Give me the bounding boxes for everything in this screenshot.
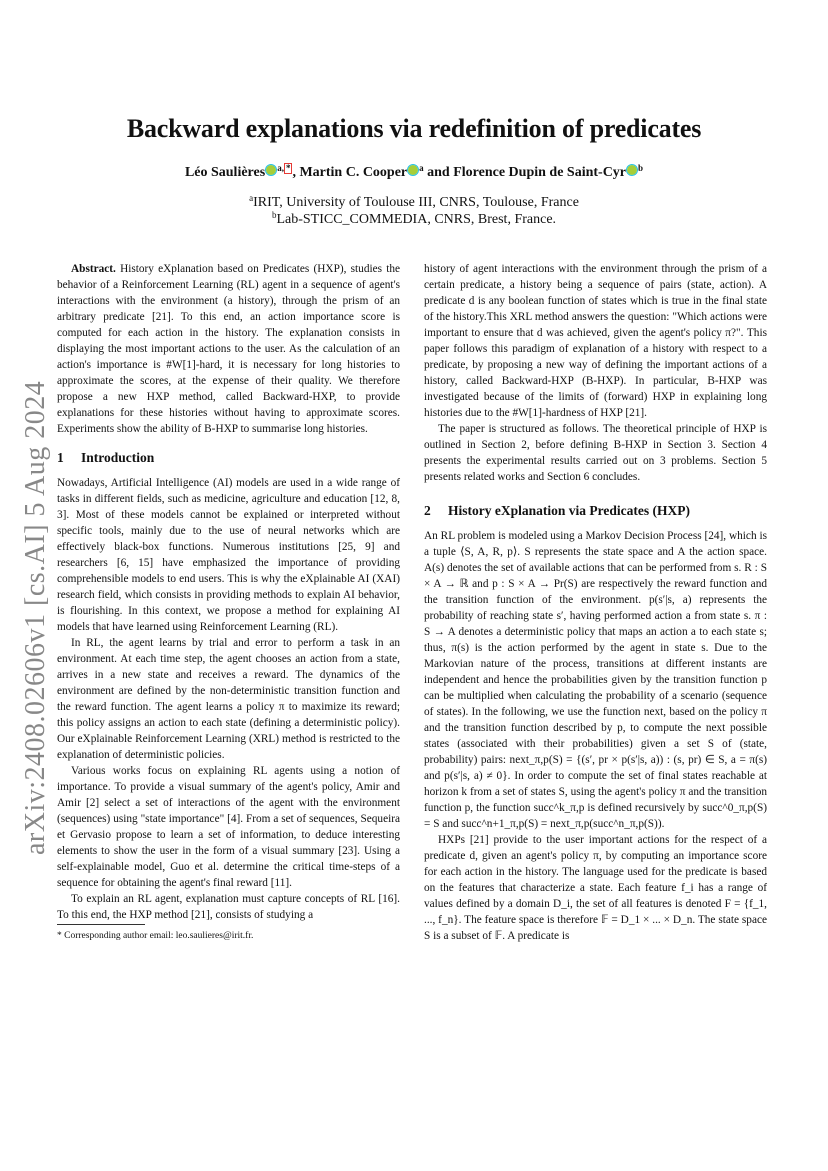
paper-title: Backward explanations via redefinition of predicates [126, 114, 702, 143]
paragraph: To explain an RL agent, explanation must capture concepts of RL [16]. To this end, the HXP method [21], consists of studying a [57, 893, 400, 921]
paragraph: An RL problem is modeled using a Markov Decision Process [24], which is a tuple ⟨S, A, R, p⟩. S represents the state space and A the action space. A(s) denotes the set of available actions that can be performed from s. R : S × A → ℝ and p : S × A → Pr(S) are respectively the reward function and the transition function of the environment. p(s′|s, a) represents the probability of reaching state s′, having performed action a from state s. π : S → A denotes a deterministic policy that maps an action a to each state s; thus, π(s) is the action performed by the agent in state s. Due to the Markovian nature of the process, transitions at different instants are independent and hence the probabilities given by the transition function p can be multiplied when calculating the probability of a scenario (sequence of states). In the following, we use the function next, based on the policy π and the transition function described by p, to compute the next possible states (associated with their probabilities) given a set S of (state, probability) pairs: next_π,p(S) = {(s′, pr × p(s′|s, a)) : (s, pr) ∈ S, a = π(s) and p(s′|s, a) ≠ 0}. In order to compute the set of final states reachable at horizon k from a set of states S, using the agent's policy π and the transition function p, the function succ^k_π,p is defined recursively by succ^0_π,p(S) = S and succ^n+1_π,p(S) = next_π,p(succ^n_π,p(S)). [424, 530, 767, 830]
affiliation-marker: b [271, 210, 277, 220]
orcid-icon[interactable] [266, 165, 276, 175]
paragraph: HXPs [21] provide to the user important actions for the respect of a predicate d, given an agent's policy π, by computing an importance score for each action in the history. The language used for the predicate is based on the features that characterize a state. Each feature f_i has a range of values defined by a domain D_i, the set of all features is denoted F = {f_1, ..., f_n}. The feature space is therefore 𝔽 = D_1 × ... × D_n. The state space S is a subset of 𝔽. A predicate is [424, 834, 767, 942]
section-number: 2 [424, 503, 431, 518]
section-title: Introduction [81, 450, 155, 465]
section-number: 1 [57, 450, 64, 465]
abstract-text: History eXplanation based on Predicates (HXP), studies the behavior of a Reinforcement Learning (RL) agent in a sequence of agent's interactions with the environment (a history), through the prism of an arbitrary predicate [21]. To this end, an action importance score is computed for each action in the history. The explanation consists in displaying the most important actions to the user. As the calculation of an action's importance is #W[1]-hard, it is necessary for long histories to approximate the scores, at the expense of their quality. We therefore propose a new HXP method, called Backward-HXP, to provide explanations for these histories without having to approximate scores. Experiments show the ability of B-HXP to summarise long histories. [57, 263, 400, 435]
author-conjunction: and [427, 165, 450, 180]
footnote-link[interactable]: * [285, 163, 291, 173]
abstract [57, 261, 400, 437]
paragraph: history of agent interactions with the environment through the prism of a certain predicate, a history being a sequence of pairs (state, action). A predicate d is any boolean function of states which is true in the final state of the history.This XRL method answers the question: "Which actions were important to ensure that d was achieved, given the agent's policy π?". This paper follows this paradigm of explanation of a history with respect to a predicate, by proposing a new way of defining the important actions of a history, called Backward-HXP (B-HXP). In particular, B-HXP was investigated because of the limits of (forward) HXP in explaining long histories due to the #W[1]-hardness of HXP [21]. [424, 263, 767, 419]
affiliation-marker: b [638, 163, 644, 173]
author-list: Léo Saulières $^{a,}$ * , Martin C. Cooper $^a$ and Florence Dupin de Saint-Cyr $^b$ [184, 163, 644, 180]
abstract-label: Abstract. [71, 263, 116, 275]
section-heading-introduction [57, 450, 400, 466]
orcid-icon[interactable] [408, 165, 418, 175]
paragraph: In RL, the agent learns by trial and error to perform a task in an environment. At each time step, the agent chooses an action from a state, arrives in a new state and receives a reward. The dynamics of the environment are defined by the non-deterministic transition function and the reward function. The agent learns a policy π to maximize its reward; this policy assigns an action to each state (defining a deterministic policy). Our eXplainable Reinforcement Learning (XRL) method is restricted to the explanation of deterministic policies. [57, 637, 400, 761]
paragraph: Nowadays, Artificial Intelligence (AI) models are used in a wide range of tasks in different fields, such as medicine, agriculture and education [12, 8, 3]. Most of these models cannot be explained or interpreted without specific tools, mainly due to the use of neural networks which are effectively black-box functions. Numerous institutions [25, 9] and researchers [6, 15] have emphasized the importance of providing comprehensible models to end users. This is why the eXplainable AI (XAI) research field, which consists in providing methods to explain AI behavior, is flourishing. In this context, we propose a method for explaining AI models that have learned using Reinforcement Learning (RL). [57, 477, 400, 633]
affiliation-b [57, 210, 771, 228]
affiliation-marker: a [277, 163, 282, 173]
right-column [424, 261, 767, 944]
author-name: Martin C. Cooper [299, 165, 408, 180]
affiliation-text: IRIT, University of Toulouse III, CNRS, Toulouse, France [253, 195, 579, 210]
author-name: Florence Dupin de Saint-Cyr [453, 165, 627, 180]
affiliation-a [57, 193, 771, 211]
affiliation-marker: a [419, 163, 424, 173]
orcid-icon[interactable] [627, 165, 637, 175]
affiliation-marker: a [249, 193, 254, 203]
paragraph: The paper is structured as follows. The theoretical principle of HXP is outlined in Section 2, before defining B-HXP in Section 3. Section 4 presents the experimental results carried out on 3 problems. Section 5 presents related works and Section 6 concludes. [424, 423, 767, 483]
affiliation-text: Lab-STICC_COMMEDIA, CNRS, Brest, France. [276, 212, 557, 227]
footnote: * Corresponding author email: leo.saulieres@irit.fr. [57, 931, 254, 941]
footnote-divider [57, 924, 145, 925]
arxiv-identifier[interactable]: arXiv:2408.02606v1 [cs.AI] 5 Aug 2024 [20, 380, 51, 855]
left-column [57, 261, 400, 923]
section-heading-hxp [424, 503, 767, 519]
paragraph: Various works focus on explaining RL agents using a notion of importance. To provide a visual summary of the agent's policy, Amir and Amir [2] select a set of interactions of the agent with the environment (sequences) using "state importance" [4]. From a set of sequences, Sequeira et Gervasio propose to learn a set of information, to deduce interesting elements to show the user in the form of a visual summary [23]. Using a self-explainable model, Guo et al. determine the critical time-steps of a sequence for obtaining the agent's final reward [11]. [57, 765, 400, 889]
section-title: History eXplanation via Predicates (HXP) [448, 503, 690, 518]
author-name: Léo Saulières [184, 165, 266, 180]
